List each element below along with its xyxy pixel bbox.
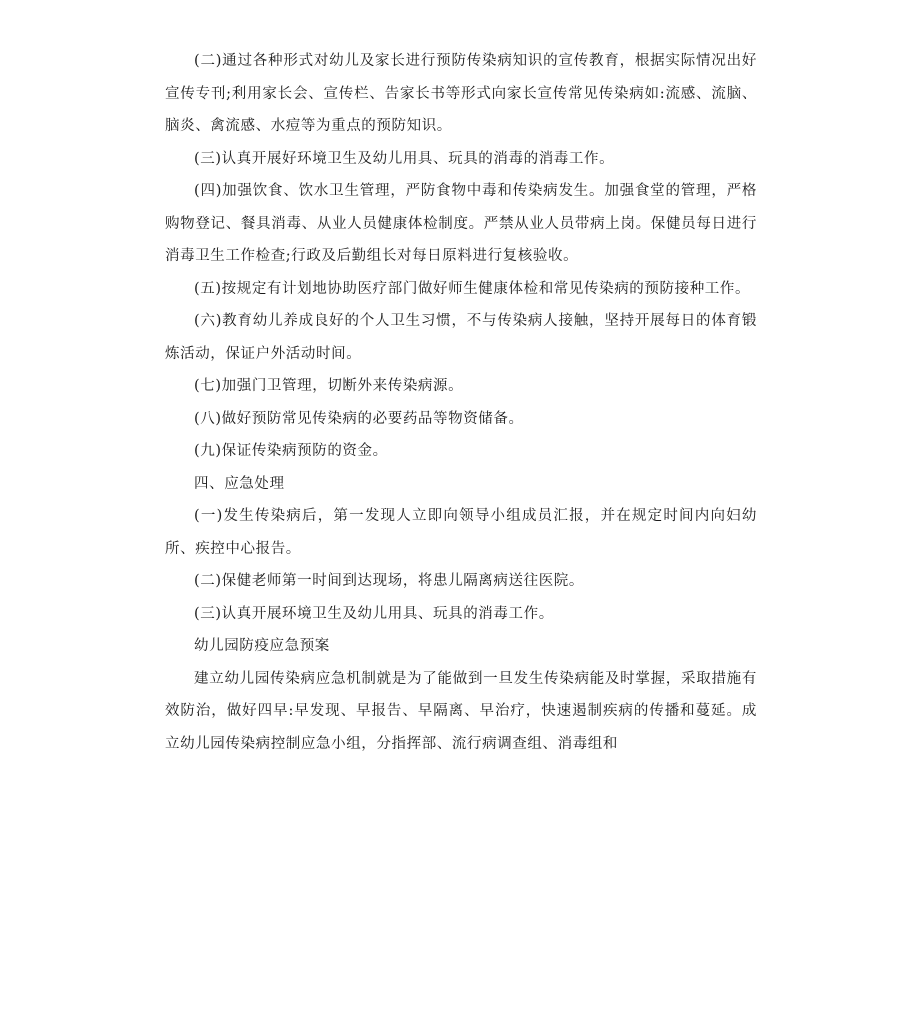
paragraph-report-outbreak: (一)发生传染病后，第一发现人立即向领导小组成员汇报，并在规定时间内向妇幼所、疾控中心报告。 bbox=[165, 508, 757, 557]
paragraph-funding: (九)保证传染病预防的资金。 bbox=[194, 443, 388, 459]
paragraph-gate-management: (七)加强门卫管理，切断外来传染病源。 bbox=[194, 378, 464, 394]
paragraph-mechanism: 建立幼儿园传染病应急机制就是为了能做到一旦发生传染病能及时掌握，采取措施有效防治，做好四早:早发现、早报告、早隔离、早治疗，快速遏制疾病的传播和蔓延。成立幼儿园传染病控制应急小组，分指挥部、流行病调查组、消毒组和 bbox=[165, 670, 757, 752]
paragraph-isolation: (二)保健老师第一时间到达现场，将患儿隔离病送往医院。 bbox=[194, 573, 585, 589]
paragraph-health-checkup: (五)按规定有计划地协助医疗部门做好师生健康体检和常见传染病的预防接种工作。 bbox=[194, 280, 751, 297]
paragraph-personal-hygiene: (六)教育幼儿养成良好的个人卫生习惯，不与传染病人接触，坚持开展每日的体育锻炼活动，保证户外活动时间。 bbox=[165, 313, 757, 362]
paragraph-medicine-reserve: (八)做好预防常见传染病的必要药品等物资储备。 bbox=[194, 410, 524, 427]
paragraph-publicity-education: (二)通过各种形式对幼儿及家长进行预防传染病知识的宣传教育，根据实际情况出好宣传专刊;利用家长会、宣传栏、告家长书等形式向家长宣传常见传染病如:流感、流脑、脑炎、禽流感、水痘等为重点的预防知识。 bbox=[165, 53, 757, 134]
paragraph-disinfection-work: (三)认真开展环境卫生及幼儿用具、玩具的消毒工作。 bbox=[194, 605, 554, 622]
paragraph-environment-disinfection: (三)认真开展好环境卫生及幼儿用具、玩具的消毒的消毒工作。 bbox=[194, 150, 615, 167]
section-heading-emergency: 四、应急处理 bbox=[194, 475, 285, 492]
paragraph-food-hygiene: (四)加强饮食、饮水卫生管理，严防食物中毒和传染病发生。加强食堂的管理，严格购物登记、餐具消毒、从业人员健康体检制度。严禁从业人员带病上岗。保健员每日进行消毒卫生工作检查;行政及后勤组长对每日原料进行复核验收。 bbox=[165, 183, 757, 264]
document-page bbox=[165, 45, 757, 760]
section-title-plan: 幼儿园防疫应急预案 bbox=[194, 638, 330, 654]
